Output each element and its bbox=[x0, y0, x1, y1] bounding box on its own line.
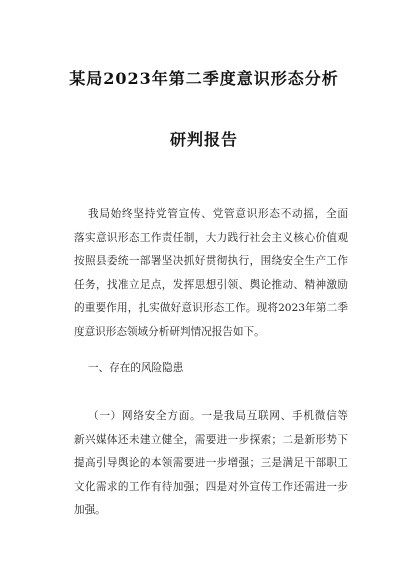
intro-paragraph-line: 我局始终坚持党管宣传、党管意识形态不动摇，全面 bbox=[88, 208, 348, 220]
network-security-paragraph-line: 加强。 bbox=[74, 504, 106, 516]
intro-paragraph-line: 度意识形态领域分析研判情况报告如下。 bbox=[74, 325, 265, 338]
network-security-paragraph-line: 提高引导舆论的本领需要进一步增强；三是满足干部职工 bbox=[74, 457, 348, 469]
intro-paragraph-line: 按照县委统一部署坚决抓好贯彻执行，围绕安全生产工作 bbox=[74, 255, 348, 267]
intro-paragraph bbox=[74, 203, 348, 344]
network-security-paragraph-line: （一）网络安全方面。一是我局互联网、手机微信等 bbox=[88, 410, 348, 422]
document-title-line-1: 某局2023年第二季度意识形态分析 bbox=[69, 69, 339, 88]
document-title-line-2: 研判报告 bbox=[169, 130, 238, 149]
network-security-paragraph bbox=[74, 405, 348, 523]
intro-paragraph-line: 落实意识形态工作责任制，大力践行社会主义核心价值观 bbox=[74, 231, 348, 244]
intro-paragraph-line: 任务，找准立足点，发挥思想引领、舆论推动、精神激励 bbox=[74, 278, 348, 291]
section-heading-risks: 一、存在的风险隐患 bbox=[88, 362, 184, 374]
network-security-paragraph-line: 文化需求的工作有待加强；四是对外宣传工作还需进一步 bbox=[74, 480, 348, 493]
network-security-paragraph-line: 新兴媒体还未建立健全，需要进一步探索；二是新形势下 bbox=[74, 433, 348, 446]
intro-paragraph-line: 的重要作用，扎实做好意识形态工作。现将2023年第二季 bbox=[74, 302, 348, 314]
